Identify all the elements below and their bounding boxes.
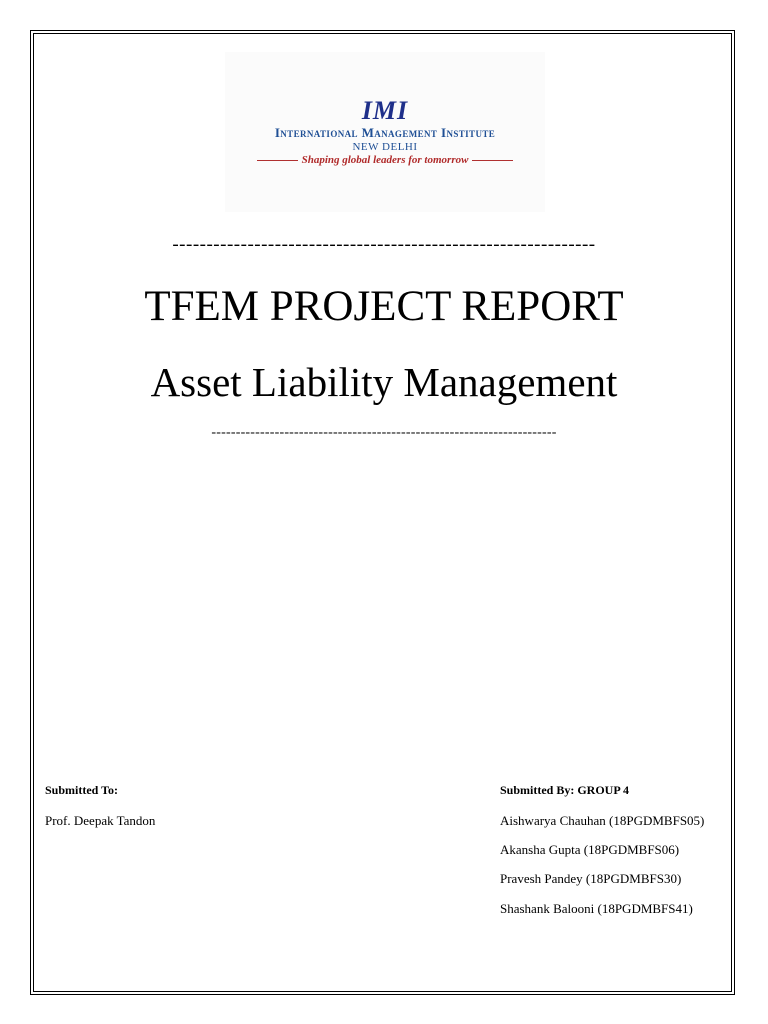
imi-logo-mark	[225, 96, 545, 126]
submitted-by-heading: Submitted By: GROUP 4	[500, 783, 630, 797]
submitted-to-name: Prof. Deepak Tandon	[45, 813, 156, 828]
report-title: TFEM PROJECT REPORT	[144, 283, 624, 330]
group-member: Shashank Balooni (18PGDMBFS41)	[500, 901, 693, 916]
group-member: Akansha Gupta (18PGDMBFS06)	[500, 842, 680, 857]
institute-logo	[225, 52, 545, 212]
institute-name: International Management Institute	[274, 125, 496, 140]
separator-top: --------------------------------------------------------------	[172, 234, 596, 255]
institute-city: NEW DELHI	[352, 141, 418, 153]
separator-bottom: -----------------------------------------------------------------------	[211, 425, 557, 440]
submitted-to-heading: Submitted To:	[45, 783, 119, 797]
group-member: Pravesh Pandey (18PGDMBFS30)	[500, 871, 682, 886]
tagline-rule-left	[257, 160, 298, 161]
logo-mark-text: IMI	[361, 96, 409, 125]
tagline-row	[257, 153, 513, 167]
group-member: Aishwarya Chauhan (18PGDMBFS05)	[500, 813, 705, 828]
report-subtitle: Asset Liability Management	[150, 359, 618, 405]
tagline-rule-right	[472, 160, 513, 161]
institute-tagline: Shaping global leaders for tomorrow	[301, 154, 469, 166]
